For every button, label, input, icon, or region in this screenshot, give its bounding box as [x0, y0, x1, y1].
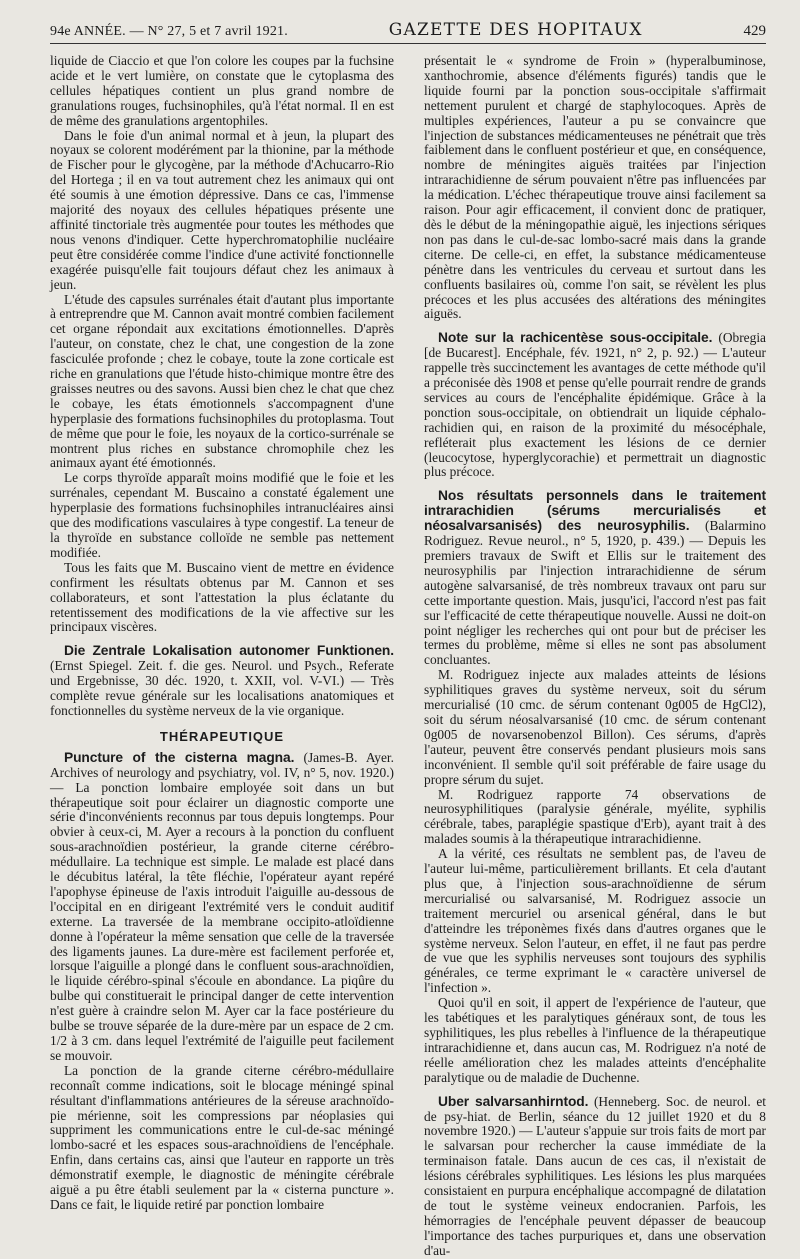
review-title: Puncture of the cisterna magna. [64, 749, 295, 765]
paragraph: M. Rodriguez injecte aux malades atteints de lésions syphilitiques graves du système nerveux, soit du sérum mercurialisé (10 cmc. de sérum contenant 0g005 de HgCl2), soit du sérum néosalvarsanisé (10 cmc. de sérum contenant 0g005 de novarsenobenzol Billon). Ces sérums, d'après l'auteur, peuvent être conservés pendant plusieurs mois sans inconvénient. Il semble qu'il soit préférable de faire usage du propre sérum du sujet. [424, 667, 766, 787]
paragraph: A la vérité, ces résultats ne semblent pas, de l'aveu de l'auteur lui-même, particulièrement brillants. Et cela d'autant plus que, à l'injection sous-arachnoïdienne de sérum mercurialisé ou salvarsanisé, M. Rodriguez associe un traitement mercuriel ou arsenical général, dans le but d'atteindre les tréponèmes fixés dans d'autres organes que le système nerveux. Selon l'auteur, en effet, il ne faut pas perdre de vue que les syphilis nerveuses sont toujours des syphilis générales, ce terme exprimant le « caractère universel de l'infection ». [424, 846, 766, 996]
paragraph: Tous les faits que M. Buscaino vient de mettre en évidence confirment les résultats obtenus par M. Cannon et ses collaborateurs, et sont l'attestation la plus éclatante du retentissement des modifications de la vie affective sur les principaux viscères. [50, 559, 394, 635]
paragraph: présentait le « syndrome de Froin » (hyperalbuminose, xanthochromie, absence d'éléments figurés) tandis que le liquide fourni par la ponction sous-occipitale s'affirmait nettement purulent et chargé de staphylocoques. Après de multiples expériences, l'auteur a pu se convaincre que l'injection de substances médicamenteuses ne pénétrait que très faiblement dans le confluent postérieur et que, en conséquence, nombre de méningites aiguës traitées par l'injection intrarachidienne de sérum pouvaient n'être pas influencées par la médication. L'échec thérapeutique trouve ainsi facilement sa raison. Pour agir efficacement, il convient donc de pratiquer, dès le début de la méningopathie aiguë, les injections sériques non pas dans le cul-de-sac lombo-sacré mais dans la grande citerne. De celle-ci, en effet, la substance médicamenteuse pénètre dans les ventricules du cerveau et surtout dans les confluents basilaires où, comme l'on sait, se révèlent les plus précoces et les plus accusées des altérations des méningites aiguës. [424, 53, 766, 322]
review-title: Note sur la rachicentèse sous-occipitale. [438, 330, 713, 346]
review-entry [424, 489, 766, 668]
paragraph: La ponction de la grande citerne cérébro-médullaire reconnaît comme indications, soit le blocage méningé spinal résultant d'inflammations antérieures de la séreuse arachnoïdo-pie mérienne, soit les compressions par néoplasies qui suppriment les communications entre le cul-de-sac méningé lombo-sacré et les espaces sous-arachnoïdiens de l'encéphale. Enfin, dans certains cas, ainsi que l'auteur en rapporte un très démonstratif exemple, le diagnostic de méningite cérébrale aiguë a pu être établi seulement par la « cisterna puncture ». Dans ce fait, le liquide retiré par ponction lombaire [50, 1062, 394, 1212]
section-heading: THÉRAPEUTIQUE [159, 728, 285, 744]
paragraph: Quoi qu'il en soit, il appert de l'expérience de l'auteur, que les tabétiques et les paralytiques généraux sont, de tous les syphilitiques, les plus rebelles à l'influence de la thérapeutique intrarachidienne et, dans aucun cas, M. Rodriguez n'a noté de réelle amélioration chez les malades atteints d'encéphalite paralytique ou de maladie de Duchenne. [424, 995, 766, 1085]
review-text: (Ernst Spiegel. Zeit. f. die ges. Neurol. und Psych., Referate und Ergebnisse, 30 déc. 1920, t. XXII, vol. V-VI.) — Très complète revue générale sur les localisations anatomiques et fonctionnelles du système nerveux de la vie organique. [50, 658, 394, 718]
review-text: (Balarmino Rodriguez. Revue neurol., n° 5, 1920, p. 439.) — Depuis les premiers travaux de Swift et Ellis sur le traitement des neurosyphilis par l'injection intrarachidienne de sérum autogène salvarsanisé, de très nombreux travaux ont paru sur cette importante question. Mais, jusqu'ici, l'accord n'est pas fait sur l'efficacité de cette thérapeutique nouvelle. Aussi ne doit-on point négliger les recherches qui ont pour but de préciser les termes du problème, même si elles ne sont pas absolument concluantes. [424, 518, 766, 668]
review-title: Uber salvarsanhirntod. [438, 1093, 589, 1109]
paragraph: Dans le foie d'un animal normal et à jeun, la plupart des noyaux se colorent modérément par la thionine, par la méthode de Fischer pour le glycogène, par la méthode d'Achucarro-Rio del Hortega ; il en va tout autrement chez les animaux qui ont été soumis à une émotion dépressive. Dans ce cas, l'immense majorité des noyaux des cellules hépatiques présente une affinité tinctoriale très augmentée pour toutes les méthodes que nous venons d'indiquer. Cette hyperchromatophilie nucléaire peut être considérée comme l'indice d'une activité fonctionnelle exagérée puisqu'elle fait toujours défaut chez les animaux à jeun. [50, 127, 394, 292]
review-entry [50, 644, 394, 719]
paragraph: L'étude des capsules surrénales était d'autant plus importante à entreprendre que M. Cannon avait montré combien facilement cet organe répondait aux excitations émotionnelles. D'après l'auteur, on constate, chez le chat, une congestion de la zone fasciculée profonde ; chez le cobaye, toute la zone corticale est riche en granulations que l'étude histo-chimique montre être des graisses neutres ou des savons. Aussi bien chez le chat que chez le cobaye, les états émotionnels s'accompagnent d'une hyperplasie des formations fuchsinophiles du protoplasma. Tout de même que pour le foie, les noyaux de la cortico-surrénale se montrent plus riches en substance chromophile chez les animaux ayant été émotionnés. [50, 291, 394, 471]
review-title: Nos résultats personnels dans le traitement intrarachidien (sérums mercurialisés et néosalvarsanisés) des neurosyphilis. [424, 488, 766, 534]
review-entry [424, 331, 766, 480]
review-text: (Obregia [de Bucarest]. Encéphale, fév. 1921, n° 2, p. 92.) — L'auteur rappelle très succinctement les avantages de cette méthode qu'il a préconisée dès 1908 et pense qu'elle pourrait rendre de grands services au cours de l'encéphalite épidémique. Grâce à la ponction sous-occipitale, on obtiendrait un liquide céphalo-rachidien qui, en raison de la proximité du mésocéphale, refléterait plus exactement les lésions de ce dernier (leucocytose, hyperglycorachie) et permettrait un diagnostic plus précoce. [424, 330, 766, 480]
page-number: 429 [743, 23, 766, 39]
left-column [50, 53, 395, 1212]
review-entry [424, 1095, 766, 1259]
right-column [424, 53, 766, 1258]
review-text: (Henneberg. Soc. de neurol. et de psy-hiat. de Berlin, séance du 12 juillet 1920 et du 8 novembre 1920.) — L'auteur s'appuie sur trois faits de mort par le salvarsan pour rechercher la cause immédiate de la terminaison fatale. Dans aucun de ces cas, il n'existait de lésions cérébrales syphilitiques. Les lésions les plus marquées consistaient en purpura encéphalique accompagné de dilatation de tout le système veineux endocranien. Parfois, les hémorragies de l'encéphale peuvent dépasser de beaucoup l'importance des taches purpuriques et, dans une observation d'au- [424, 1093, 766, 1258]
paragraph: M. Rodriguez rapporte 74 observations de neurosyphilitiques (paralysie générale, myélite, syphilis cérébrale, tabes, paraplégie spastique d'Erb), ayant trait à des malades soumis à la thérapeutique intrarachidienne. [424, 786, 766, 847]
journal-title: GAZETTE DES HOPITAUX [388, 20, 643, 40]
running-header [50, 14, 766, 44]
review-text: (James-B. Ayer. Archives of neurology and psychiatry, vol. IV, n° 5, nov. 1920.) — La ponction lombaire employée soit dans un but thérapeutique soit pour éclairer un diagnostic comporte une série d'inconvénients reconnus par tous depuis longtemps. Pour obvier à ceux-ci, M. Ayer a recours à la ponction du confluent sous-arachnoïdien postérieur, la grande citerne cérébro-médullaire. La technique est simple. Le malade est placé dans le décubitus latéral, la tête fléchie, l'opérateur ayant repéré l'apophyse épineuse de l'axis introduit l'aiguille au-dessous de l'occipital en en dirigeant l'extrémité vers le conduit auditif externe. La traversée de la membrane occipito-atloïdienne donne à l'opérateur la même sensation que celle de la traversée des ligaments jaunes. La dure-mère est facilement perforée et, lorsque l'aiguille a plongé dans le confluent sous-arachnoïdien, le liquide cérébro-spinal s'écoule en abondance. La piqûre du bulbe qui constituerait le principal danger de cette intervention n'est guère à craindre selon M. Ayer car la face postérieure du bulbe se trouve séparée de la dure-mère par un espace de 2 cm. 1/2 à 3 cm. dans lequel l'extrémité de l'aiguille peut facilement se mouvoir. [50, 749, 395, 1063]
review-title: Die Zentrale Lokalisation autonomer Funktionen. [64, 643, 394, 659]
review-entry [50, 751, 394, 1064]
paragraph: Le corps thyroïde apparaît moins modifié que le foie et les surrénales, cependant M. Buscaino a constaté également une hyperplasie des formations fuchsinophiles intranucléaires ainsi que des modifications vasculaires à type congestif. La teneur de la thyroïde en substance colloïde ne semble pas nettement modifiée. [50, 470, 394, 560]
issue-line: 94e ANNÉE. — N° 27, 5 et 7 avril 1921. [50, 24, 288, 39]
paragraph: liquide de Ciaccio et que l'on colore les coupes par la fuchsine acide et le vert lumière, on constate que le cytoplasma des cellules hépatiques contient un plus grand nombre de granulations rouges, fuchsinophiles, qu'à l'état normal. Il en est de même des granulations argentophiles. [50, 53, 394, 128]
